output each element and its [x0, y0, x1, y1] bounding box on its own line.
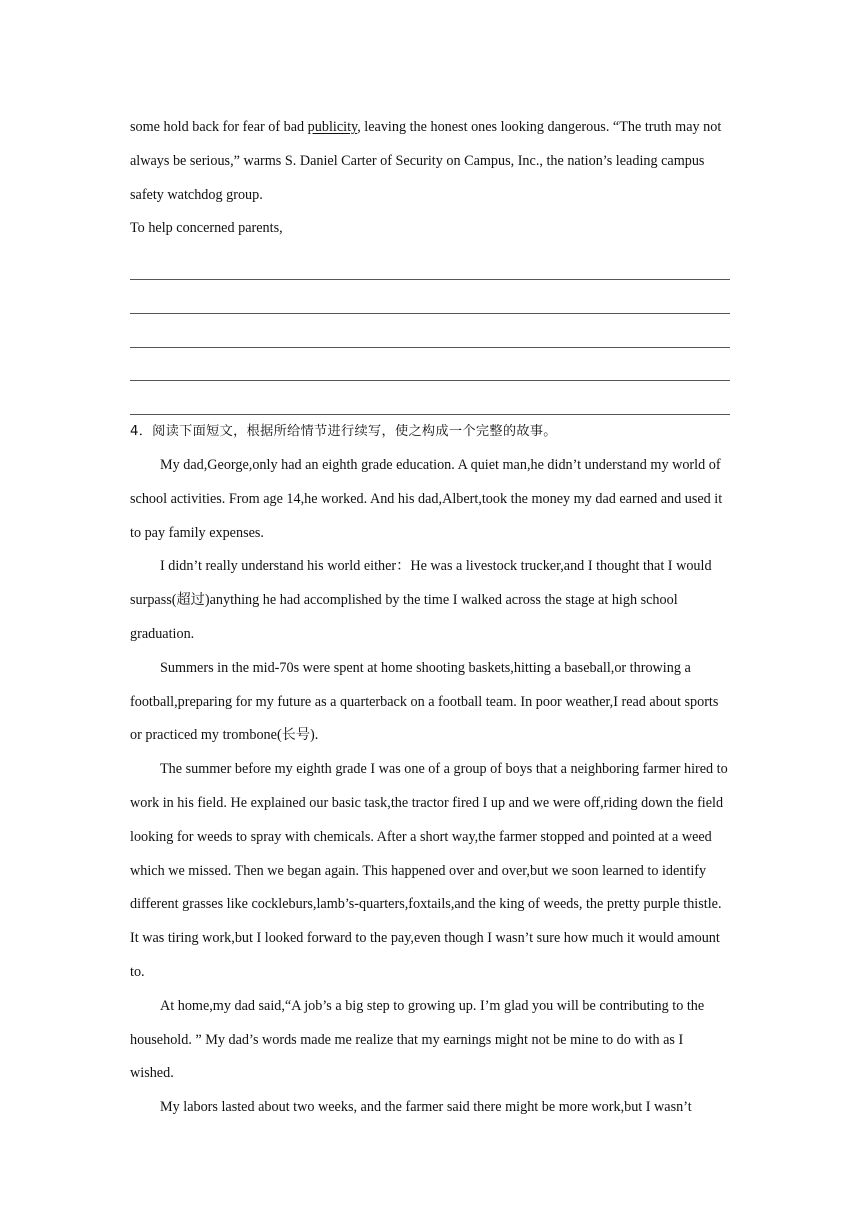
passage3-text-after: , leaving the honest ones looking dangerous. “The truth may not always be serious,” warms S. Daniel Carter of Security on Campus, Inc., the nation’s leading campus safety watchdog group. [130, 119, 722, 203]
writing-prompt: To help concerned parents, [130, 220, 283, 237]
document-content [130, 111, 730, 1125]
answer-line-1[interactable] [130, 246, 730, 280]
answer-line-2[interactable] [130, 280, 730, 314]
answer-line-4[interactable] [130, 348, 730, 382]
answer-line-5[interactable] [130, 381, 730, 415]
question-4-instruction: 4．阅读下面短文，根据所给情节进行续写，使之构成一个完整的故事。 [130, 424, 557, 440]
story-paragraph: At home,my dad said,“A job’s a big step to growing up. I’m glad you will be contributing to the household. ” My dad’s words made me realize that my earnings might not be mine to do with as I wished. [130, 997, 705, 1082]
passage3-paragraph [130, 111, 730, 212]
story-paragraph: My dad,George,only had an eighth grade education. A quiet man,he didn’t understand my world of school activities. From age 14,he worked. And his dad,Albert,took the money my dad earned and used it to pay family expenses. [130, 456, 723, 541]
story-paragraph: I didn’t really understand his world either：He was a livestock trucker,and I thought that I would surpass(超过)anything he had accomplished by the time I walked across the stage at high school graduation. [130, 558, 712, 642]
story-paragraph: Summers in the mid-70s were spent at home shooting baskets,hitting a baseball,or throwing a football,preparing for my future as a quarterback on a football team. In poor weather,I read about sports or practiced my trombone(长号). [130, 659, 719, 744]
answer-line-3[interactable] [130, 314, 730, 348]
story-paragraph: My labors lasted about two weeks, and the farmer said there might be more work,but I wasn’t [160, 1099, 692, 1116]
underlined-word: publicity [307, 119, 358, 135]
passage3-text-before: some hold back for fear of bad [130, 119, 308, 135]
story-paragraph: The summer before my eighth grade I was one of a group of boys that a neighboring farmer hired to work in his field. He explained our basic task,the tractor fired I up and we were off,riding down the field looking for weeds to spray with chemicals. After a short way,the farmer stopped and pointed at a weed which we missed. Then we began again. This happened over and over,but we soon learned to identify different grasses like cockleburs,lamb’s-quarters,foxtails,and the king of weeds, the pretty purple thistle. It was tiring work,but I looked forward to the pay,even though I wasn’t sure how much it would amount to. [130, 761, 728, 980]
